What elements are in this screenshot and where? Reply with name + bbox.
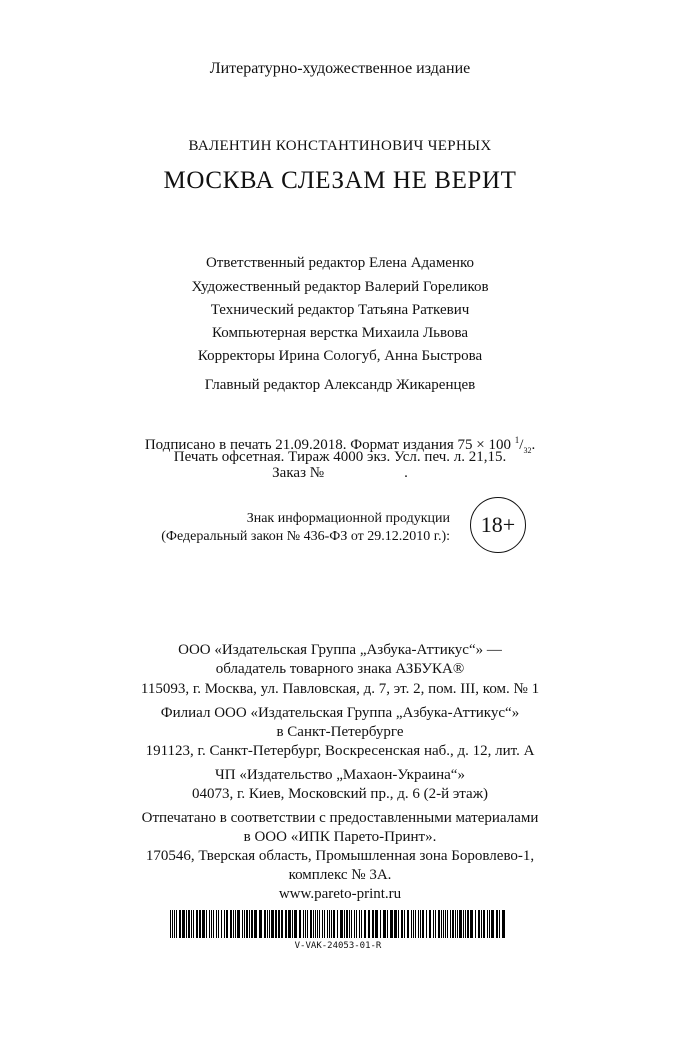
barcode-bar [233, 910, 234, 938]
barcode-bar [310, 910, 312, 938]
barcode-bar [429, 910, 431, 938]
print-info-line: Подписано в печать 21.09.2018. Формат издания 75 × 100 $^1/_{32}$. [144, 435, 536, 455]
barcode-bar [188, 910, 190, 938]
print-format-text: Подписано в печать 21.09.2018. Формат издания 75 × 100 [144, 437, 515, 453]
barcode-bar [193, 910, 194, 938]
barcode-bar [413, 910, 414, 938]
barcode-bar [452, 910, 454, 938]
printer-line: в ООО «ИПК Парето-Принт». [243, 829, 437, 845]
barcode-bar [441, 910, 442, 938]
order-number-line [0, 464, 680, 482]
barcode-bar [269, 910, 270, 938]
printer-website: www.pareto-print.ru [278, 886, 402, 902]
barcode-bar [216, 910, 217, 938]
publisher-line: Филиал ООО «Издательская Группа „Азбука-Аттикус“» [160, 705, 520, 721]
barcode-bar [426, 910, 427, 938]
barcode-bar [307, 910, 308, 938]
barcode-bar [299, 910, 301, 938]
barcode-bar [249, 910, 250, 938]
barcode-bar [267, 910, 268, 938]
barcode-bar [418, 910, 419, 938]
barcode-bar [259, 910, 262, 938]
credit-line: Ответственный редактор Елена Адаменко [205, 255, 475, 271]
barcode-bar [278, 910, 280, 938]
barcode-bar [483, 910, 485, 938]
barcode-bar [443, 910, 444, 938]
barcode-bar [422, 910, 424, 938]
barcode-bar [383, 910, 386, 938]
barcode-bar [329, 910, 330, 938]
barcode-bar [463, 910, 464, 938]
barcode-bar [349, 910, 350, 938]
barcode-bar [333, 910, 335, 938]
barcode-bar [315, 910, 316, 938]
barcode-bar [502, 910, 505, 938]
barcode-bar [351, 910, 352, 938]
barcode-bar [372, 910, 374, 938]
barcode-bar [499, 910, 500, 938]
barcode-bar [394, 910, 397, 938]
barcode-bar [172, 910, 173, 938]
barcode-bar [420, 910, 421, 938]
barcode-bar [404, 910, 405, 938]
barcode-bar [319, 910, 320, 938]
barcode-bar [475, 910, 476, 938]
barcode-bar [438, 910, 440, 938]
barcode-bar [170, 910, 171, 938]
barcode-bar [324, 910, 325, 938]
printer-line: комплекс № 3А. [288, 867, 392, 883]
barcode-bar [411, 910, 412, 938]
publisher-line: 115093, г. Москва, ул. Павловская, д. 7, эт. 2, пом. III, ком. № 1 [140, 681, 540, 697]
barcode-bar [254, 910, 257, 938]
barcode-label: V-VAK-24053-01-R [294, 941, 382, 951]
barcode-bar [264, 910, 266, 938]
publisher-line: 04073, г. Киев, Московский пр., д. 6 (2-й этаж) [191, 786, 489, 802]
barcode-bar [230, 910, 232, 938]
barcode-bar [285, 910, 287, 938]
printer-line: 170546, Тверская область, Промышленная зона Боровлево-1, [145, 848, 535, 864]
credit-line: Художественный редактор Валерий Гореликов [191, 279, 489, 295]
barcode-bar [435, 910, 436, 938]
barcode-bar [470, 910, 473, 938]
barcode-bar [218, 910, 219, 938]
barcode-bar [359, 910, 360, 938]
barcode-bar [433, 910, 434, 938]
barcode-bar [211, 910, 212, 938]
barcode-bar [496, 910, 498, 938]
barcode-bar [237, 910, 240, 938]
barcode-bar [206, 910, 207, 938]
barcode-bar [491, 910, 494, 938]
barcode-bar [459, 910, 462, 938]
barcode-bar [346, 910, 348, 938]
barcode-bar [271, 910, 274, 938]
print-run-line: Печать офсетная. Тираж 4000 экз. Усл. печ. л. 21,15. [173, 449, 507, 465]
barcode-bar [467, 910, 469, 938]
barcode-bar [465, 910, 466, 938]
barcode-bar [380, 910, 381, 938]
credit-line: Корректоры Ирина Сологуб, Анна Быстрова [197, 348, 483, 364]
barcode-bar [275, 910, 277, 938]
barcode-bar [415, 910, 416, 938]
barcode-bar [407, 910, 409, 938]
barcode-bar [294, 910, 297, 938]
barcode-bar [481, 910, 482, 938]
printer-line: Отпечатано в соответствии с предоставленными материалами [141, 810, 539, 826]
barcode-bar [390, 910, 393, 938]
barcode-bar [450, 910, 451, 938]
barcode-bar [457, 910, 458, 938]
barcode-bar [327, 910, 328, 938]
barcode-bar [235, 910, 236, 938]
barcode-bar [368, 910, 370, 938]
barcode-bar [242, 910, 243, 938]
barcode-bar [489, 910, 490, 938]
barcode-bar [375, 910, 378, 938]
barcode-bar [303, 910, 304, 938]
publisher-line: ЧП «Издательство „Махаон-Украина“» [215, 767, 465, 783]
barcode-bar [244, 910, 245, 938]
genre-line: Литературно-художественное издание [209, 60, 471, 77]
barcode-bar [288, 910, 291, 938]
barcode-bar [191, 910, 192, 938]
barcode-bar [196, 910, 198, 938]
barcode-bar [224, 910, 225, 938]
age-sign-caption: Знак информационной продукции [246, 511, 450, 526]
publisher-line: обладатель товарного знака АЗБУКА® [215, 661, 465, 677]
barcode-bar [305, 910, 306, 938]
barcode-bar [313, 910, 314, 938]
barcode-bar [251, 910, 253, 938]
barcode-bar [174, 910, 175, 938]
barcode-bar [209, 910, 210, 938]
barcode-bar [356, 910, 357, 938]
publisher-line: 191123, г. Санкт-Петербург, Воскресенская наб., д. 12, лит. А [145, 743, 535, 759]
barcode-bar [292, 910, 293, 938]
barcode-bar [317, 910, 318, 938]
barcode-bar [322, 910, 323, 938]
publisher-line: ООО «Издательская Группа „Азбука-Аттикус“» — [178, 642, 502, 658]
credit-line: Технический редактор Татьяна Раткевич [210, 302, 470, 318]
barcode-bar [226, 910, 228, 938]
barcode-bar [364, 910, 366, 938]
order-number-end: . [404, 465, 408, 481]
print-format-end: . [531, 437, 536, 453]
order-number-label: Заказ № [272, 465, 325, 481]
barcode-bar [213, 910, 214, 938]
barcode-bar [199, 910, 201, 938]
barcode-bar [246, 910, 248, 938]
fraction-denominator: 32 [523, 446, 532, 455]
barcode-bar [340, 910, 343, 938]
credit-line: Компьютерная верстка Михаила Львова [211, 325, 468, 341]
barcode-bar [281, 910, 283, 938]
age-sign-law: (Федеральный закон № 436-ФЗ от 29.12.2010 г.): [161, 529, 450, 544]
author-name: ВАЛЕНТИН КОНСТАНТИНОВИЧ ЧЕРНЫХ [188, 138, 492, 154]
barcode-bar [179, 910, 181, 938]
barcode-bar [401, 910, 403, 938]
age-rating-badge: 18+ [470, 497, 526, 553]
barcode-bar [221, 910, 222, 938]
barcode-bar [487, 910, 488, 938]
barcode-bar [398, 910, 399, 938]
barcode-bar [354, 910, 355, 938]
barcode-bar [387, 910, 388, 938]
publisher-line: в Санкт-Петербурге [276, 724, 404, 740]
barcode-bar [447, 910, 448, 938]
barcode-bar [361, 910, 362, 938]
barcode-bar [478, 910, 480, 938]
barcode-bar [176, 910, 177, 938]
barcode-bar [445, 910, 446, 938]
barcode-bar [337, 910, 338, 938]
barcode [170, 910, 506, 938]
chief-editor-line: Главный редактор Александр Жикаренцев [204, 377, 476, 393]
barcode-bar [331, 910, 332, 938]
barcode-bar [182, 910, 185, 938]
fraction-numerator: 1 [514, 435, 520, 445]
barcode-bar [186, 910, 187, 938]
book-title: МОСКВА СЛЕЗАМ НЕ ВЕРИТ [163, 167, 517, 194]
barcode-bar [344, 910, 345, 938]
barcode-bar [202, 910, 205, 938]
barcode-bar [455, 910, 456, 938]
